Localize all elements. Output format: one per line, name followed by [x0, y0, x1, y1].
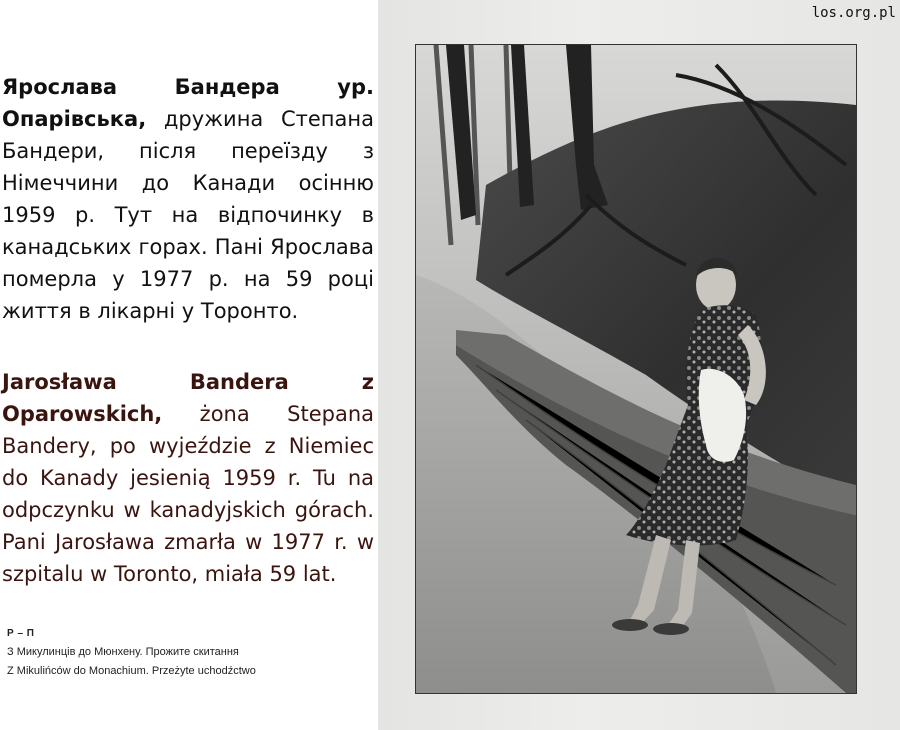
caption-ukrainian-name: Ярослава Бандера ур. Опарівська, [2, 75, 374, 131]
photo-illustration [416, 45, 856, 693]
caption-polish [2, 366, 374, 590]
source-title-polish: Z Mikulińców do Monachium. Przeżyte uchodźctwo [7, 665, 256, 677]
source-notes [7, 628, 256, 681]
caption-column [0, 0, 378, 730]
source-code: Р – П [7, 628, 35, 639]
caption-ukrainian [2, 71, 374, 327]
site-watermark: los.org.pl [811, 5, 896, 21]
source-title-ukrainian: З Микулинців до Мюнхену. Прожите скитання [7, 646, 239, 658]
caption-polish-body: żona Stepana Bandery, po wyjeździe z Niemiec do Kanady jesienią 1959 r. Tu na odpczynku w kanadyjskich górach. Pani Jarosława zmarła w 1977 r. w szpitalu w Toronto, miała 59 lat. [2, 402, 374, 586]
caption-polish-name: Jarosława Bandera z Oparowskich, [2, 370, 374, 426]
historical-photograph [415, 44, 857, 694]
caption-ukrainian-body: дружина Степана Бандери, після переїзду з Німеччини до Канади осінню 1959 р. Тут на відпочинку в канадських горах. Пані Ярослава померла у 1977 р. на 59 році життя в лікарні у Торонто. [2, 107, 374, 323]
